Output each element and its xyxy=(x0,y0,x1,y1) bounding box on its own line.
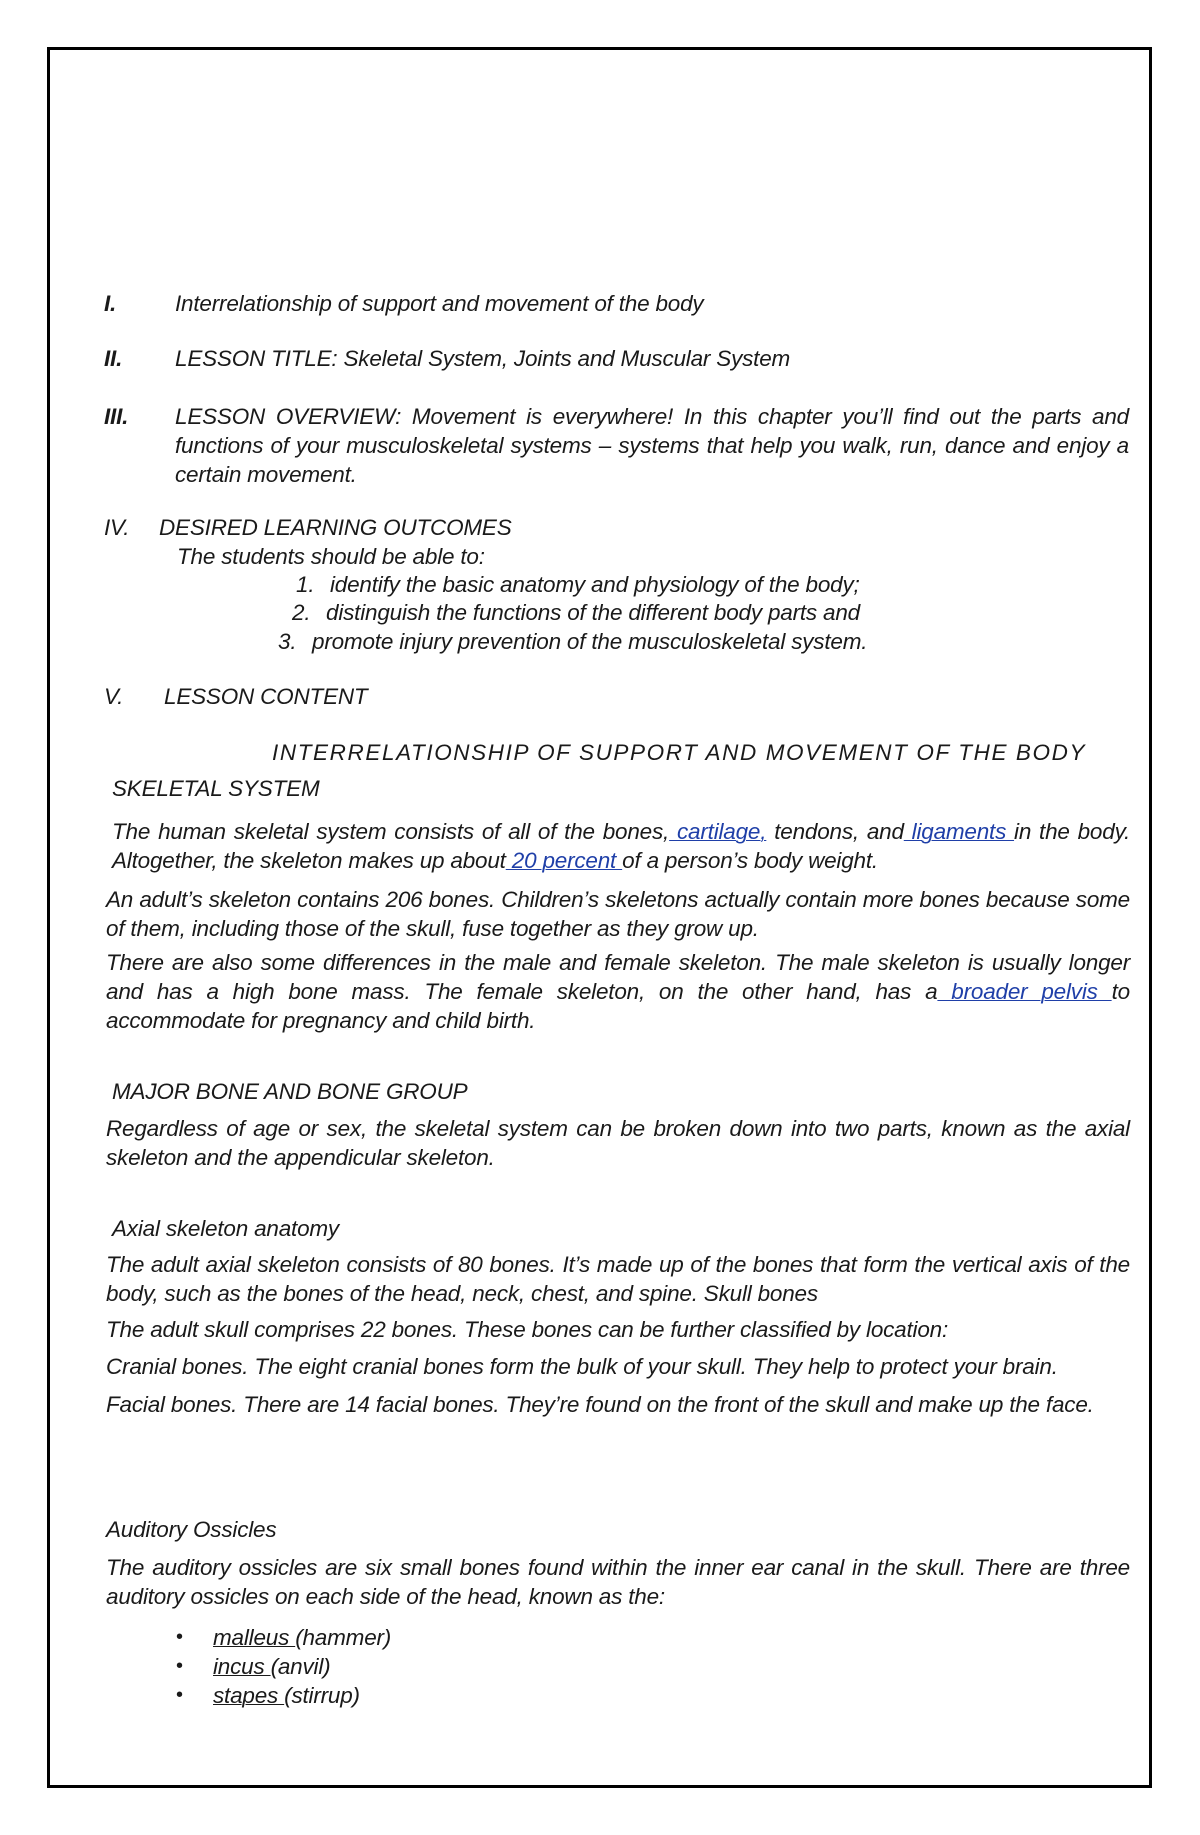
outcome-1-text: identify the basic anatomy and physiology of the body; xyxy=(330,572,860,597)
auditory-heading: Auditory Ossicles xyxy=(106,1517,277,1542)
section-i-numeral: I. xyxy=(104,291,117,316)
outcome-3-number: 3. xyxy=(278,629,297,654)
twenty-percent-link[interactable]: 20 percent xyxy=(505,848,623,873)
bullet-icon: • xyxy=(176,1626,184,1648)
section-iii-numeral: III. xyxy=(104,404,129,429)
section-iii-text: LESSON OVERVIEW: Movement is everywhere! In this chapter you’ll find out the parts and functions of your musculoskeletal systems – systems that help you walk, run, dance and enjoy a certain movement. xyxy=(175,404,1129,487)
bullet-icon: • xyxy=(176,1684,184,1706)
incus-link[interactable]: incus xyxy=(213,1654,271,1679)
skeletal-paragraph-1: The human skeletal system consists of all of the bones, cartilage, tendons, and ligaments in the body. Altogether, the skeleton makes up about 20 percent of a person’s body weight. xyxy=(112,819,1130,873)
section-v-numeral: V. xyxy=(104,684,124,709)
cartilage-link[interactable]: cartilage, xyxy=(669,819,767,844)
outcome-1-number: 1. xyxy=(296,572,315,597)
section-i-text: Interrelationship of support and movement of the body xyxy=(175,291,704,316)
ligaments-link[interactable]: ligaments xyxy=(903,819,1015,844)
broader-pelvis-link[interactable]: broader pelvis xyxy=(937,979,1112,1004)
list-item-incus: incus (anvil) xyxy=(213,1654,331,1679)
section-ii-text: LESSON TITLE: Skeletal System, Joints and Muscular System xyxy=(175,346,791,371)
skeletal-paragraph-3: There are also some differences in the male and female skeleton. The male skeleton is usually longer and has a high bone mass. The female skeleton, on the other hand, has a broader pelvis to accommodate for pregnancy and child birth. xyxy=(106,950,1130,1033)
axial-heading: Axial skeleton anatomy xyxy=(112,1216,339,1241)
major-bone-paragraph: Regardless of age or sex, the skeletal system can be broken down into two parts, known as the axial skeleton and the appendicular skeleton. xyxy=(106,1116,1130,1170)
outcome-2-text: distinguish the functions of the different body parts and xyxy=(326,600,860,625)
section-v-title: LESSON CONTENT xyxy=(164,684,368,709)
skeletal-paragraph-2: An adult’s skeleton contains 206 bones. Children’s skeletons actually contain more bones because some of them, including those of the skull, fuse together as they grow up. xyxy=(106,887,1130,941)
malleus-link[interactable]: malleus xyxy=(213,1625,296,1650)
section-iv-numeral: IV. xyxy=(104,515,130,540)
major-bone-heading: MAJOR BONE AND BONE GROUP xyxy=(112,1079,468,1104)
axial-paragraph-1: The adult axial skeleton consists of 80 bones. It’s made up of the bones that form the vertical axis of the body, such as the bones of the head, neck, chest, and spine. Skull bones xyxy=(106,1252,1130,1306)
outcome-2-number: 2. xyxy=(292,600,311,625)
content-title: INTERRELATIONSHIP OF SUPPORT AND MOVEMENT OF THE BODY xyxy=(272,740,1087,765)
axial-paragraph-2: The adult skull comprises 22 bones. These bones can be further classified by location: xyxy=(106,1317,949,1342)
outcome-3-text: promote injury prevention of the musculoskeletal system. xyxy=(312,629,868,654)
stapes-link[interactable]: stapes xyxy=(213,1683,285,1708)
axial-paragraph-3: Cranial bones. The eight cranial bones form the bulk of your skull. They help to protect your brain. xyxy=(106,1354,1058,1379)
list-item-malleus: malleus (hammer) xyxy=(213,1625,392,1650)
section-ii-numeral: II. xyxy=(104,346,123,371)
list-item-stapes: stapes (stirrup) xyxy=(213,1683,360,1708)
section-iv-title: DESIRED LEARNING OUTCOMES xyxy=(159,515,512,540)
outcomes-intro: The students should be able to: xyxy=(177,544,485,569)
skeletal-heading: SKELETAL SYSTEM xyxy=(112,776,320,801)
auditory-paragraph: The auditory ossicles are six small bones found within the inner ear canal in the skull. There are three auditory ossicles on each side of the head, known as the: xyxy=(106,1555,1130,1609)
axial-paragraph-4: Facial bones. There are 14 facial bones. They’re found on the front of the skull and make up the face. xyxy=(106,1392,1094,1417)
bullet-icon: • xyxy=(176,1655,184,1677)
